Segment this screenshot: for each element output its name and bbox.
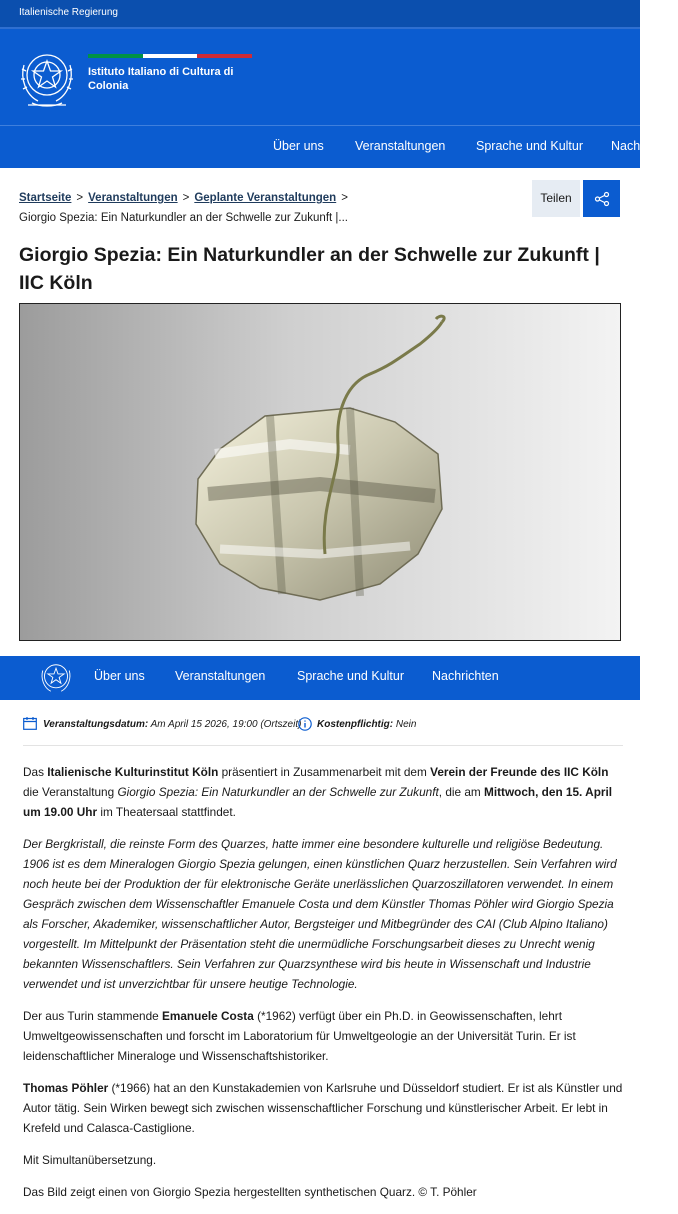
nav-item-veranstaltungen[interactable]: Veranstaltungen [355,139,446,153]
event-fee-value: Nein [395,719,417,730]
sticky-nav-item-nachrichten[interactable]: Nachrichten [432,669,499,683]
breadcrumb: Startseite > Veranstaltungen > Geplante Veranstaltungen > Giorgio Spezia: Ein Naturkundler an der Schwelle zur Zukunft |... [19,192,348,224]
divider [23,745,623,746]
event-date-label: Veranstaltungsdatum: [43,719,149,730]
page-title: Giorgio Spezia: Ein Naturkundler an der Schwelle zur Zukunft | IIC Köln [19,244,600,294]
sticky-nav-item-ueber-uns[interactable]: Über uns [94,669,145,683]
event-description [23,762,623,1214]
sticky-nav-item-sprache-und-kultur[interactable]: Sprache und Kultur [297,669,405,683]
italian-republic-emblem-icon[interactable] [18,45,76,111]
sticky-nav [0,656,640,700]
main-nav [0,125,678,168]
nav-item-ueber-uns[interactable]: Über uns [273,139,324,153]
italian-tricolor [88,54,252,58]
breadcrumb-link-startseite[interactable]: Startseite [19,192,72,204]
paragraph-poehler: Thomas Pöhler (*1966) hat an den Kunstakademien von Karlsruhe und Düsseldorf studiert. Er ist als Künstler und Autor tätig. Sein Wirken bewegt sich zwischen wissenschaftlicher Forschung und künstlerischer Arbeit. Er lebt in Krefeld und Calasca-Castiglione. [23,1081,623,1135]
breadcrumb-link-veranstaltungen[interactable]: Veranstaltungen [88,192,178,204]
breadcrumb-link-geplante-veranstaltungen[interactable]: Geplante Veranstaltungen [194,192,337,204]
share-label[interactable]: Teilen [532,180,580,217]
paragraph-costa: Der aus Turin stammende Emanuele Costa (*1962) verfügt über ein Ph.D. in Geowissenschaften, lehrt Umweltgeowissenschaften und forscht im Laboratorium für Umweltgeologie an der Universität Turin. Er ist leidenschaftlicher Mineraloge und Wissenschaftshistoriker. [23,1009,576,1063]
hero-image-quartz-crystal [19,303,621,641]
sticky-nav-item-veranstaltungen[interactable]: Veranstaltungen [175,669,266,683]
paragraph-abstract: Der Bergkristall, die reinste Form des Quarzes, hatte immer eine besondere kulturelle und religiöse Bedeutung. 1906 ist es dem Mineralogen Giorgio Spezia gelungen, einen künstlichen Quarz herzustellen. Sein Verfahren wird noch heute bei der Produktion der für elektronische Geräte unerlässlichen Quarzoszillatoren verwendet. In einem Gespräch zwischen dem Wissenschaftler Emanuele Costa und dem Künstler Thomas Pöhler wird Giorgio Spezia als Forscher, Akademiker, wissenschaftlicher Autor, Bergsteiger und Mitbegründer des CAI (Club Alpino Italiano) vorgestellt. Im Mittelpunkt der Präsentation steht die unermüdliche Forschungsarbeit dieses zu Unrecht wenig bekannten Wissenschaftlers. Sein Verfahren zur Quarzsynthese wird bis heute in Wissenschaft und Industrie verwendet und ist unverzichtbar für unsere heutige Technologie. [23,837,617,991]
paragraph-image-credit: Das Bild zeigt einen von Giorgio Spezia hergestellten synthetischen Quarz. © T. Pöhler [23,1185,477,1199]
event-date-value: Am April 15 2026, 19:00 (Ortszeit) [150,719,302,730]
info-icon [298,717,312,731]
site-header [0,29,640,125]
paragraph-intro: Das Italienische Kulturinstitut Köln präsentiert in Zusammenarbeit mit dem Verein der Freunde des IIC Köln die Veranstaltung Giorgio Spezia: Ein Naturkundler an der Schwelle zur Zukunft, die am Mittwoch, den 15. April um 19.00 Uhr im Theatersaal stattfindet. [23,765,613,819]
breadcrumb-current: Giorgio Spezia: Ein Naturkundler an der Schwelle zur Zukunft |... [19,212,348,224]
italian-republic-emblem-icon[interactable] [38,659,74,697]
calendar-icon [23,717,37,730]
share-icon [594,191,610,207]
topbar-label[interactable]: Italienische Regierung [19,7,118,18]
event-fee-label: Kostenpflichtig: [317,719,394,730]
nav-item-nachrichten[interactable]: Nachrichten [611,139,678,153]
government-topbar [0,0,640,27]
nav-item-sprache-und-kultur[interactable]: Sprache und Kultur [476,139,584,153]
event-meta [23,716,623,736]
share-button[interactable] [583,180,620,217]
institute-name[interactable]: Istituto Italiano di Cultura di Colonia [88,66,234,92]
paragraph-translation: Mit Simultanübersetzung. [23,1153,157,1167]
